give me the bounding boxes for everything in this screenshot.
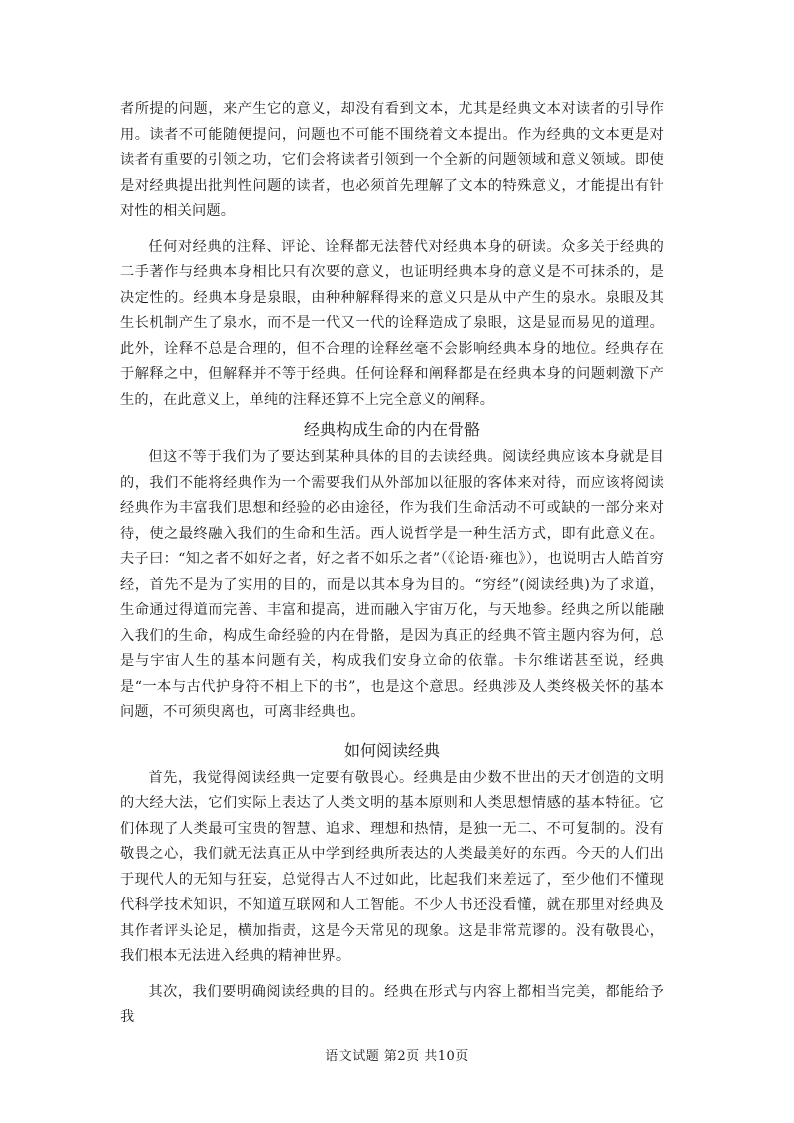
section-heading-how-to-read: 如何阅读经典 bbox=[343, 740, 440, 760]
paragraph-goal: 其次，我们要明确阅读经典的目的。经典在形式与内容上都相当完美，都能给予我 bbox=[120, 983, 664, 1025]
section-heading-inner-skeleton: 经典构成生命的内在骨骼 bbox=[303, 420, 480, 439]
article-body bbox=[120, 97, 664, 1031]
paragraph-purpose: 但这不等于我们为了要达到某种具体的目的去读经典。阅读经典应该本身就是目的，我们不能将经典作为一个需要我们从外部加以征服的客体来对待，而应该将阅读经典作为丰富我们思想和经验的必由途径，作为我们生命活动不可或缺的一部分来对待，使之最终融入我们的生命和生活。西人说哲学是一种生活方式，即有此意义在。夫子曰：“知之者不如好之者，好之者不如乐之者”（《论语·雍也》），也说明古人皓首穷经，首先不是为了实用的目的，而是以其本身为目的。“穷经”(阅读经典)为了求道，生命通过得道而完善、丰富和提高，进而融入宇宙万化，与天地参。经典之所以能融入我们的生命，构成生命经验的内在骨骼，是因为真正的经典不管主题内容为何，总是与宇宙人生的基本问题有关，构成我们安身立命的依靠。卡尔维诺甚至说，经典是“一本与古代护身符不相上下的书”，也是这个意思。经典涉及人类终极关怀的基本问题，不可须臾离也，可离非经典也。 bbox=[120, 449, 664, 720]
paragraph-annotation: 任何对经典的注释、评论、诠释都无法替代对经典本身的研读。众多关于经典的二手著作与经典本身相比只有次要的意义，也证明经典本身的意义是不可抹杀的，是决定性的。经典本身是泉眼，由种种解释得来的意义只是从中产生的泉水。泉眼及其生长机制产生了泉水，而不是一代又一代的诠释造成了泉眼，这是显而易见的道理。此外，诠释不总是合理的，但不合理的诠释丝毫不会影响经典本身的地位。经典存在于解释之中，但解释并不等于经典。任何诠释和阐释都是在经典本身的问题刺激下产生的，在此意义上，单纯的注释还算不上完全意义的阐释。 bbox=[120, 238, 664, 408]
paragraph-continuation: 者所提的问题，来产生它的意义，却没有看到文本，尤其是经典文本对读者的引导作用。读者不可能随便提问，问题也不可能不围绕着文本提出。作为经典的文本更是对读者有重要的引领之功，它们会将读者引领到一个全新的问题领域和意义领域。即使是对经典提出批判性问题的读者，也必须首先理解了文本的特殊意义，才能提出有针对性的相关问题。 bbox=[120, 101, 664, 219]
page-footer: 语文试题 第2页 共10页 bbox=[325, 1049, 469, 1064]
paragraph-reverence: 首先，我觉得阅读经典一定要有敬畏心。经典是由少数不世出的天才创造的文明的大经大法，它们实际上表达了人类文明的基本原则和人类思想情感的基本特征。它们体现了人类最可宝贵的智慧、追求、理想和热情，是独一无二、不可复制的。没有敬畏之心，我们就无法真正从中学到经典所表达的人类最美好的东西。今天的人们出于现代人的无知与狂妄，总觉得古人不过如此，比起我们来差远了，至少他们不懂现代科学技术知识，不知道互联网和人工智能。不少人书还没看懂，就在那里对经典及其作者评头论足，横加指责，这是今天常见的现象。这是非常荒谬的。没有敬畏心，我们根本无法进入经典的精神世界。 bbox=[120, 769, 664, 964]
